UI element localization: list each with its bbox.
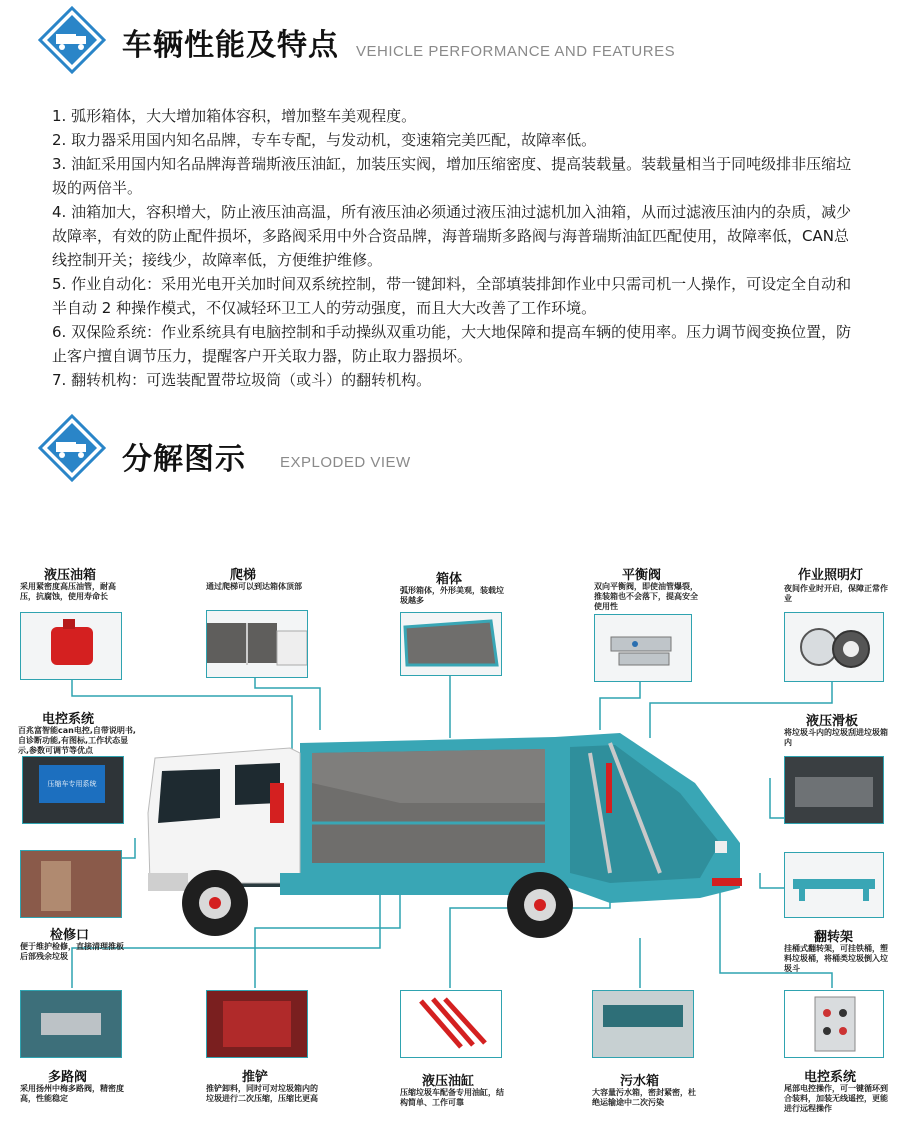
ladder-icon xyxy=(207,611,307,677)
component-name: 平衡阀 xyxy=(622,568,662,583)
component-name: 液压油箱 xyxy=(44,568,97,583)
component-name: 电控系统 xyxy=(42,712,95,727)
component-desc: 挂桶式翻转架，可挂铁桶，塑料垃圾桶，将桶类垃圾倒入垃圾斗 xyxy=(784,944,888,973)
component-photo xyxy=(784,990,884,1058)
inspection-port-icon xyxy=(21,851,121,917)
hydraulic-cylinder-icon xyxy=(401,991,501,1057)
section-subtitle: EXPLODED VIEW xyxy=(280,454,411,471)
feature-item: 7. 翻转机构：可选装配置带垃圾筒（或斗）的翻转机构。 xyxy=(52,371,432,389)
component-desc: 双向平衡阀，即使油管爆裂，推装箱也不会落下，提高安全使用性 xyxy=(594,582,698,611)
component-desc: 采用紧密度高压油管，耐高压，抗腐蚀，使用寿命长 xyxy=(20,582,116,601)
section-header-exploded xyxy=(0,414,900,484)
section-title: 分解图示 xyxy=(122,442,246,477)
truck-badge-icon xyxy=(38,414,106,482)
component-name: 电控系统 xyxy=(804,1070,857,1085)
push-shovel-icon xyxy=(207,991,307,1057)
feature-list xyxy=(52,104,852,392)
feature-item: 2. 取力器采用国内知名品牌，专车专配，与发动机，变速箱完美匹配，故障率低。 xyxy=(52,131,597,149)
component-photo xyxy=(784,756,884,824)
component-desc: 大容量污水箱，密封紧密，杜绝运输途中二次污染 xyxy=(592,1088,696,1107)
component-desc: 通过爬梯可以到达箱体顶部 xyxy=(206,582,302,591)
component-photo xyxy=(20,850,122,918)
feature-item: 6. 双保险系统：作业系统具有电脑控制和手动操纵双重功能，大大地保障和提高车辆的使用率。压力调节阀变换位置，防止客户擅自调节压力，提醒客户开关取力器，防止取力器损坏。 xyxy=(52,323,852,365)
component-photo xyxy=(20,612,122,680)
slide-plate-icon xyxy=(785,757,883,823)
component-name: 作业照明灯 xyxy=(798,568,864,583)
component-name: 推铲 xyxy=(242,1070,269,1085)
sewage-tank-icon xyxy=(593,991,693,1057)
component-photo xyxy=(594,614,692,682)
body-box-icon xyxy=(401,613,501,675)
component-photo xyxy=(400,990,502,1058)
component-desc: 采用扬州中梅多路阀，精密度高，性能稳定 xyxy=(20,1084,124,1103)
component-photo xyxy=(400,612,502,676)
component-name: 箱体 xyxy=(436,572,463,587)
component-name: 液压滑板 xyxy=(806,714,859,729)
feature-item: 1. 弧形箱体，大大增加箱体容积，增加整车美观程度。 xyxy=(52,107,417,125)
component-name: 多路阀 xyxy=(48,1070,88,1085)
component-name: 爬梯 xyxy=(230,568,257,583)
component-desc: 推铲卸料，同时可对垃圾箱内的垃圾进行二次压缩，压缩比更高 xyxy=(206,1084,318,1103)
control-screen: 压缩车专用系统 xyxy=(39,765,105,803)
component-desc: 压缩垃圾车配备专用油缸，结构简单、工作可靠 xyxy=(400,1088,504,1107)
component-desc: 夜间作业时开启，保障正常作业 xyxy=(784,584,888,603)
feature-item: 4. 油箱加大，容积增大，防止液压油高温，所有液压油必须通过液压油过滤机加入油箱，从而过滤液压油内的杂质，减少故障率，有效的防止配件损坏，多路阀采用中外合资品牌，海普瑞斯多路阀与海普瑞斯油缸匹配使用，故障率低，CAN总线控制开关；接线少，故障率低，方便维护维修。 xyxy=(52,203,852,269)
garbage-truck-illustration xyxy=(140,723,770,953)
valve-icon xyxy=(595,615,691,681)
component-name: 液压油缸 xyxy=(422,1074,475,1089)
component-desc: 将垃圾斗内的垃圾刮进垃圾箱内 xyxy=(784,728,888,747)
hydraulic-tank-icon xyxy=(21,613,121,679)
control-box-icon xyxy=(785,991,883,1057)
exploded-diagram xyxy=(0,548,900,1142)
feature-item: 5. 作业自动化：采用光电开关加时间双系统控制，带一键卸料，全部填装排卸作业中只需司机一人操作，可设定全自动和半自动 2 种操作模式，不仅减轻环卫工人的劳动强度，而且大大改善了工作环境。 xyxy=(52,275,852,317)
component-photo xyxy=(592,990,694,1058)
multi-valve-icon xyxy=(21,991,121,1057)
feature-item: 3. 油缸采用国内知名品牌海普瑞斯液压油缸，加装压实阀，增加压缩密度、提高装载量。装载量相当于同吨级排非压缩垃圾的两倍半。 xyxy=(52,155,852,197)
section-header-features xyxy=(0,6,900,76)
component-photo xyxy=(784,612,884,682)
truck-badge-icon xyxy=(38,6,106,74)
component-desc: 便于维护检修，直接清理推板后部残余垃圾 xyxy=(20,942,124,961)
section-title: 车辆性能及特点 xyxy=(122,28,339,63)
component-desc: 弧形箱体，外形美观，装载垃圾越多 xyxy=(400,586,504,605)
component-name: 污水箱 xyxy=(620,1074,660,1089)
section-subtitle: VEHICLE PERFORMANCE AND FEATURES xyxy=(356,43,676,60)
component-photo xyxy=(206,990,308,1058)
component-photo xyxy=(784,852,884,918)
component-name: 翻转架 xyxy=(814,930,854,945)
work-light-icon xyxy=(785,613,883,681)
component-desc: 百兆富智能can电控,自带说明书,自诊断功能,有图标,工作状态显示,参数可调节等优点 xyxy=(18,726,136,755)
component-photo xyxy=(20,990,122,1058)
component-photo xyxy=(206,610,308,678)
component-photo xyxy=(22,756,124,824)
component-name: 检修口 xyxy=(50,928,90,943)
component-desc: 尾部电控操作，可一键循环到合装料，加装无线遥控，更能进行远程操作 xyxy=(784,1084,888,1113)
tipper-frame-icon xyxy=(785,853,883,917)
